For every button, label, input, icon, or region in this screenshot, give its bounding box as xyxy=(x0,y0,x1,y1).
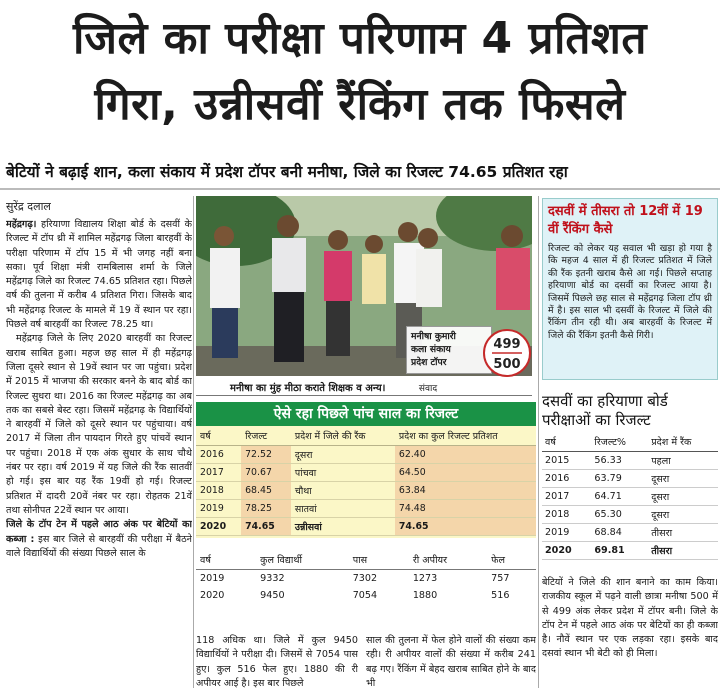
table-cell: तीसरा xyxy=(648,542,718,560)
left-paragraph-3-text: इस बार जिले से बारहवीं की परीक्षा में बैठने वाले विद्यार्थियों की संख्या पिछले साल के xyxy=(6,533,192,559)
table-cell: 74.48 xyxy=(395,500,536,518)
table2-header-row xyxy=(196,550,536,570)
sidebox-title: दसवीं में तीसरा तो 12वीं में 19 वीं रैंकिंग कैसे xyxy=(548,204,703,237)
table-cell: 74.65 xyxy=(241,518,291,536)
caption-rank: प्रदेश टॉपर xyxy=(411,357,447,368)
photo-caption-text: मनीषा का मुंह मीठा कराते शिक्षक व अन्य। xyxy=(230,383,386,394)
table-cell: दूसरा xyxy=(648,488,718,506)
subheading-daughters: जिले के टॉप टेन में पहले आठ अंक पर बेटियों का कब्जा : xyxy=(6,519,192,545)
badge-top: 499 xyxy=(493,337,521,352)
table2-header: वर्ष xyxy=(196,550,256,570)
table1-header: प्रदेश का कुल रिजल्ट प्रतिशत xyxy=(395,426,536,446)
dateline: महेंद्रगढ़। xyxy=(6,219,37,230)
table2-header: री अपीयर xyxy=(409,550,487,570)
mid-column-1: 118 अधिक था। जिले में कुल 9450 विद्यार्थियों ने परीक्षा दी। जिसमें से 7054 पास हुए। कुल 516 फेल हुए। 1880 की री अपीयर आई है। इस बार पिछले xyxy=(196,635,358,688)
table-row xyxy=(196,500,536,518)
sidebox xyxy=(542,198,718,380)
table-cell: उन्नीसवां xyxy=(291,518,395,536)
table-cell: 2020 xyxy=(196,518,241,536)
table1-header-row xyxy=(196,426,536,446)
table-cell: 63.79 xyxy=(591,470,648,488)
caption-faculty: कला संकाय xyxy=(411,344,451,355)
table-cell: 63.84 xyxy=(395,482,536,500)
table-cell: चौथा xyxy=(291,482,395,500)
table-cell: सातवां xyxy=(291,500,395,518)
headline-line-2: गिरा, उन्नीसवीं रैंकिंग तक फिसले xyxy=(94,79,626,130)
table3-header: प्रदेश में रैंक xyxy=(648,432,718,452)
table-cell: 78.25 xyxy=(241,500,291,518)
table-cell: 74.65 xyxy=(395,518,536,536)
five-year-results-table xyxy=(196,402,536,538)
table-row xyxy=(542,452,718,470)
badge-bottom: 500 xyxy=(493,357,521,372)
table-cell: 2020 xyxy=(542,542,591,560)
table-row xyxy=(542,542,718,560)
table-row xyxy=(196,446,536,464)
table-cell: 7054 xyxy=(352,590,378,601)
right-column: बेटियों ने जिले की शान बनाने का काम किया। राजकीय स्कूल में पढ़ने वाली छात्रा मनीषा 500 में से 499 अंक लेकर प्रदेश में टॉपर बनी। जिले के टॉप टेन में पहले आठ अंक पर बेटियों का ही कब्जा है। नौवें स्थान पर एक लड़का रहा। इसके बाद दसवां स्थान भी बेटी को ही मिला। xyxy=(542,577,718,660)
table-cell: दूसरा xyxy=(648,506,718,524)
sidebox-text: रिजल्ट को लेकर यह सवाल भी खड़ा हो गया है कि महज 4 साल में ही रिजल्ट प्रतिशत में जिले की रैंक इतनी खराब कैसे आ गई। पिछले सप्ताह हरियाणा बोर्ड का दसवीं का रिजल्ट आया है। जिसमें पिछले छह साल से महेंद्रगढ़ जिला टॉप थ्री में है। इस साल भी दसवीं के रिजल्ट में जिले की रैंकिंग तीन रही थी। अब बारहवीं के रिजल्ट में जिले की रैंकिंग इतनी कैसे गिरी। xyxy=(548,243,712,341)
table-cell: पहला xyxy=(648,452,718,470)
marks-badge xyxy=(482,328,532,378)
table-row xyxy=(542,488,718,506)
table-cell: 2017 xyxy=(196,464,241,482)
table-cell: 757 xyxy=(491,573,510,584)
table-row xyxy=(196,518,536,536)
photo-caption-box xyxy=(406,326,492,374)
table-cell: 72.52 xyxy=(241,446,291,464)
table-cell: 56.33 xyxy=(591,452,648,470)
table-cell: 68.84 xyxy=(591,524,648,542)
tenth-results-table xyxy=(542,432,718,560)
table1-header: वर्ष xyxy=(196,426,241,446)
marks-badge-circle xyxy=(482,328,532,378)
table-cell: 2020 xyxy=(200,590,225,601)
table-cell: 9450 xyxy=(260,590,285,601)
table3-header: रिजल्ट% xyxy=(591,432,648,452)
table-row xyxy=(196,587,536,604)
headline xyxy=(0,0,720,148)
table-cell: दूसरा xyxy=(648,470,718,488)
table2 xyxy=(196,550,536,604)
table-cell: 64.50 xyxy=(395,464,536,482)
students-table xyxy=(196,550,536,616)
column-divider xyxy=(538,196,539,688)
table3 xyxy=(542,432,718,560)
byline: सुरेंद्र दलाल xyxy=(6,200,51,213)
table-row xyxy=(542,524,718,542)
divider xyxy=(0,188,720,190)
table-cell: 1880 xyxy=(412,590,438,601)
table1-header: प्रदेश में जिले की रैंक xyxy=(291,426,395,446)
table-cell: 68.45 xyxy=(241,482,291,500)
table-row xyxy=(542,506,718,524)
table-cell: 7302 xyxy=(352,573,378,584)
table-row xyxy=(542,470,718,488)
headline-line-1: जिले का परीक्षा परिणाम 4 प्रतिशत xyxy=(72,13,647,64)
table2-header: पास xyxy=(349,550,409,570)
table-cell: तीसरा xyxy=(648,524,718,542)
table-cell: 70.67 xyxy=(241,464,291,482)
photo-credit: संवाद xyxy=(418,384,438,394)
table-cell: 2016 xyxy=(542,470,591,488)
table1-header: रिजल्ट xyxy=(241,426,291,446)
right-table-title: दसवीं का हरियाणा बोर्ड परीक्षाओं का रिजल्ट xyxy=(542,392,668,429)
table-row xyxy=(196,482,536,500)
table-row xyxy=(196,570,536,588)
left-paragraph-3 xyxy=(6,518,192,561)
table-cell: 2019 xyxy=(196,500,241,518)
table-row xyxy=(196,464,536,482)
table1 xyxy=(196,426,536,536)
left-paragraph-2: महेंद्रगढ़ जिले के लिए 2020 बारहवीं का रिजल्ट खराब साबित हुआ। महज छह साल में ही महेंद्रगढ़ जिला दूसरे स्थान से 19वें स्थान पर जा पहुंचा। प्रदेश में 2015 में भाजपा की सरकार बनने के बाद बोर्ड का रिजल्ट सुधरा था। 2016 का रिजल्ट महेंद्रगढ़ का अब तक का सबसे बेस्ट रहा। जिसमें महेंद्रगढ़ के विद्यार्थियों ने बारहवीं में जिले को दूसरे स्थान पर पहुंचाया। वर्ष 2017 में जिला तीन पायदान गिरते हुए पांचवें स्थान पर पहुंचा। 2018 में एक अंक सुधार के साथ चौथे नंबर पर रहा। वर्ष 2019 में यह जिले की रैंक सातवीं हो गई। इस बार यह रैंक 19वीं हो गई। रिजल्ट प्रतिशत में दादरी 20वें नंबर पर रहा। रोहतक 21वें तथा सोनीपत 22वें स्थान पर आया। xyxy=(6,333,192,516)
table-cell: पांचवा xyxy=(291,464,395,482)
table-cell: 1273 xyxy=(412,573,438,584)
table-cell: 2019 xyxy=(200,573,225,584)
table1-title: ऐसे रहा पिछले पांच साल का रिजल्ट xyxy=(196,402,536,426)
table-cell: 2018 xyxy=(196,482,241,500)
table-cell: 2017 xyxy=(542,488,591,506)
table-cell: 516 xyxy=(491,590,510,601)
left-column xyxy=(6,218,192,688)
table-cell: दूसरा xyxy=(291,446,395,464)
table3-header-row xyxy=(542,432,718,452)
table-cell: 2016 xyxy=(196,446,241,464)
photo-caption xyxy=(196,378,532,396)
column-divider xyxy=(193,196,194,688)
table-cell: 9332 xyxy=(260,573,285,584)
table-cell: 2018 xyxy=(542,506,591,524)
left-paragraph-1 xyxy=(6,218,192,332)
table2-header: फेल xyxy=(487,550,536,570)
table-cell: 64.71 xyxy=(591,488,648,506)
table-cell: 62.40 xyxy=(395,446,536,464)
caption-name: मनीषा कुमारी xyxy=(411,331,456,342)
table-cell: 2015 xyxy=(542,452,591,470)
table-cell: 2019 xyxy=(542,524,591,542)
table3-header: वर्ष xyxy=(542,432,591,452)
left-paragraph-1-text: हरियाणा विद्यालय शिक्षा बोर्ड के दसवीं के रिजल्ट में टॉप थ्री में शामिल महेंद्रगढ़ जिला बारहवीं के परीक्षा परिणाम में टॉप 15 में भी जगह नहीं बना सका। पूर्व शिक्षा मंत्री रामबिलास शर्मा के जिले महेंद्रगढ़ जिले का रिजल्ट 74.65 प्रतिशत रहा। पिछले वर्ष की तुलना में करीब 4 प्रतिशत गिरा। जिसके बाद भी महेंद्रगढ़ रिजल्ट के मामले में 19 वें स्थान पर रहा। पिछले वर्ष बारहवीं का रिजल्ट 78.25 था। xyxy=(6,219,192,331)
subheadline: बेटियों ने बढ़ाई शान, कला संकाय में प्रदेश टॉपर बनी मनीषा, जिले का रिजल्ट 74.65 प्रतिशत रहा xyxy=(6,163,568,181)
mid-column-2: साल की तुलना में फेल होने वालों की संख्या कम रही। री अपीयर वालों की संख्या में करीब 241 बढ़ गए। रैंकिंग में बेहद खराब साबित होने के बाद भी xyxy=(366,635,536,688)
table-cell: 65.30 xyxy=(591,506,648,524)
table2-header: कुल विद्यार्थी xyxy=(256,550,349,570)
table-cell: 69.81 xyxy=(591,542,648,560)
